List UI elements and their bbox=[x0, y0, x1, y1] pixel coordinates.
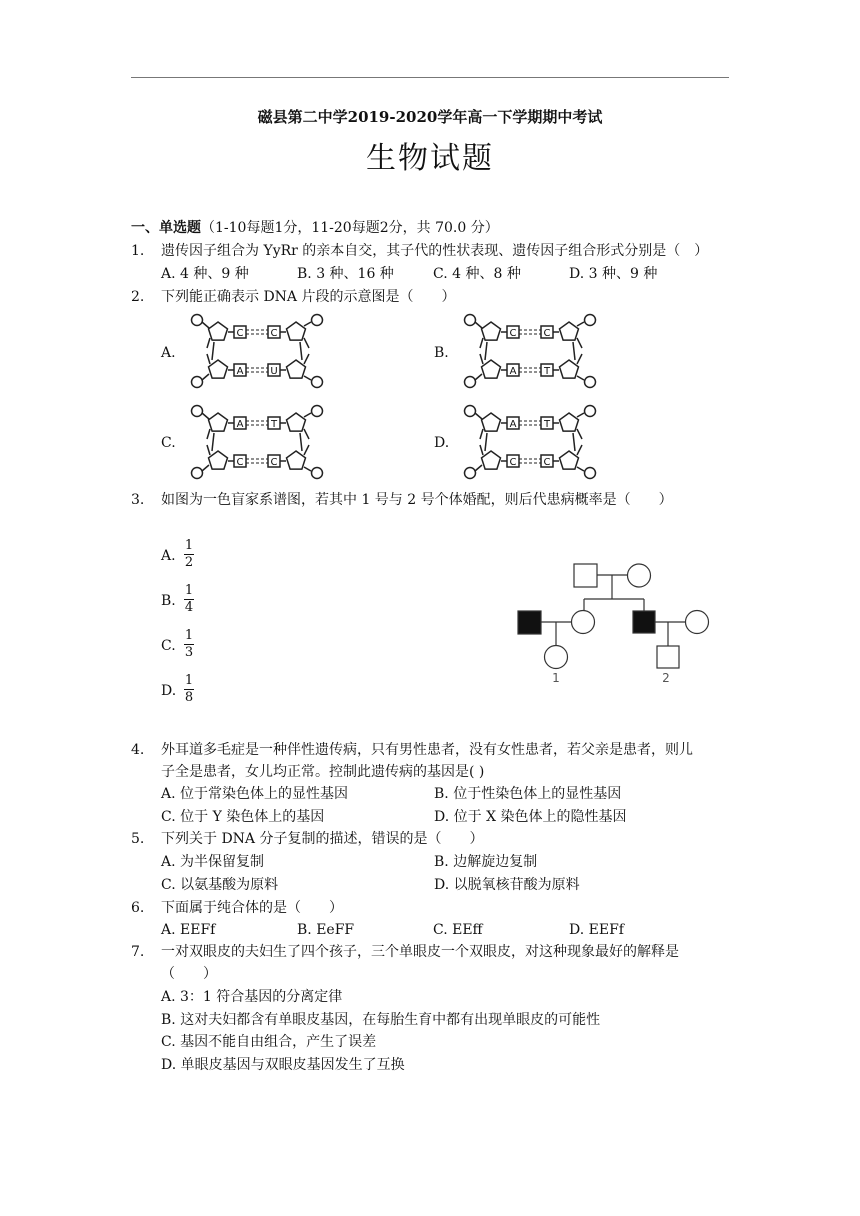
q6-option-a: A. EEFf bbox=[161, 922, 216, 938]
phosphate-circle bbox=[312, 315, 323, 326]
q6-option-b: B. EeFF bbox=[297, 922, 355, 938]
q3-number: 3. bbox=[131, 492, 145, 508]
section-note: （1-10每题1分，11-20每题2分，共 70.0 分） bbox=[201, 220, 499, 236]
q3-option-b-fraction bbox=[184, 584, 194, 615]
q4-option-c: C. 位于 Y 染色体上的基因 bbox=[161, 809, 325, 825]
denominator: 2 bbox=[184, 555, 194, 570]
backbone-line bbox=[573, 342, 575, 360]
bond-line bbox=[475, 322, 482, 328]
dna-diagram-c bbox=[185, 399, 330, 485]
q7-option-d: D. 单眼皮基因与双眼皮基因发生了互换 bbox=[161, 1057, 405, 1073]
bond-line bbox=[577, 413, 584, 417]
backbone-line bbox=[480, 338, 483, 348]
base-letter: C bbox=[509, 328, 517, 339]
backbone-line bbox=[207, 429, 210, 439]
q1-number: 1. bbox=[131, 243, 145, 259]
deoxyribose-pentagon bbox=[287, 360, 306, 378]
q4-stem: 外耳道多毛症是一种伴性遗传病，只有男性患者，没有女性患者，若父亲是患者，则儿 bbox=[161, 742, 693, 758]
normal-male-symbol bbox=[574, 564, 597, 587]
denominator: 3 bbox=[184, 645, 194, 660]
header-rule bbox=[131, 77, 729, 78]
q3-option-d-fraction bbox=[184, 674, 194, 705]
q1-option-a: A. 4 种、9 种 bbox=[161, 266, 249, 282]
numerator: 1 bbox=[184, 583, 194, 598]
denominator: 4 bbox=[184, 600, 194, 615]
denominator: 8 bbox=[184, 690, 194, 705]
q3-option-b-letter: B. bbox=[161, 593, 176, 609]
individual-2-male-symbol bbox=[657, 646, 679, 668]
q5-option-c: C. 以氨基酸为原料 bbox=[161, 877, 279, 893]
q4-option-b: B. 位于性染色体上的显性基因 bbox=[434, 786, 622, 802]
base-letter: C bbox=[236, 328, 244, 339]
backbone-line bbox=[577, 429, 582, 439]
q1-stem: 遗传因子组合为 YyRr 的亲本自交，其子代的性状表现、遗传因子组合形式分别是（ ） bbox=[161, 243, 709, 259]
q4-stem-continued: 子全是患者，女儿均正常。控制此遗传病的基因是( ) bbox=[161, 764, 485, 780]
q7-option-c: C. 基因不能自由组合，产生了误差 bbox=[161, 1034, 377, 1050]
deoxyribose-pentagon bbox=[560, 451, 579, 469]
base-letter: T bbox=[270, 419, 278, 430]
backbone-line bbox=[207, 354, 210, 364]
q3-option-c-letter: C. bbox=[161, 638, 176, 654]
backbone-line bbox=[304, 445, 309, 455]
phosphate-circle bbox=[465, 406, 476, 417]
deoxyribose-pentagon bbox=[287, 322, 306, 340]
deoxyribose-pentagon bbox=[209, 360, 228, 378]
deoxyribose-pentagon bbox=[482, 322, 501, 340]
base-letter: A bbox=[236, 419, 244, 430]
q3-option-d-letter: D. bbox=[161, 683, 177, 699]
base-letter: C bbox=[509, 457, 517, 468]
section-title: 一、单选题 bbox=[131, 220, 201, 236]
normal-female-symbol bbox=[572, 611, 595, 634]
deoxyribose-pentagon bbox=[287, 413, 306, 431]
q1-option-c: C. 4 种、8 种 bbox=[433, 266, 521, 282]
backbone-line bbox=[480, 429, 483, 439]
q4-option-d: D. 位于 X 染色体上的隐性基因 bbox=[434, 809, 627, 825]
backbone-line bbox=[485, 433, 487, 451]
q7-option-a: A. 3：1 符合基因的分离定律 bbox=[161, 989, 343, 1005]
q4-number: 4. bbox=[131, 742, 145, 758]
q2-option-b: B. bbox=[434, 345, 449, 361]
base-letter: T bbox=[543, 419, 551, 430]
phosphate-circle bbox=[312, 377, 323, 388]
phosphate-circle bbox=[312, 468, 323, 479]
affected-male-symbol bbox=[633, 611, 655, 633]
bond-line bbox=[304, 467, 311, 471]
backbone-line bbox=[573, 433, 575, 451]
phosphate-circle bbox=[465, 468, 476, 479]
pedigree-label-1: 1 bbox=[552, 671, 560, 685]
base-letter: C bbox=[236, 457, 244, 468]
school-title: 磁县第二中学2019-2020学年高一下学期期中考试 bbox=[257, 108, 603, 126]
backbone-line bbox=[485, 342, 487, 360]
deoxyribose-pentagon bbox=[560, 413, 579, 431]
base-letter: C bbox=[543, 457, 551, 468]
deoxyribose-pentagon bbox=[482, 451, 501, 469]
base-letter: C bbox=[543, 328, 551, 339]
bond-line bbox=[202, 465, 209, 471]
bond-line bbox=[202, 413, 209, 419]
q5-stem: 下列关于 DNA 分子复制的描述，错误的是（ ） bbox=[161, 831, 484, 847]
backbone-line bbox=[207, 338, 210, 348]
bond-line bbox=[475, 413, 482, 419]
backbone-line bbox=[300, 433, 302, 451]
backbone-line bbox=[480, 354, 483, 364]
numerator: 1 bbox=[184, 673, 194, 688]
bond-line bbox=[475, 465, 482, 471]
q3-option-c-fraction bbox=[184, 629, 194, 660]
q5-number: 5. bbox=[131, 831, 145, 847]
deoxyribose-pentagon bbox=[209, 451, 228, 469]
bond-line bbox=[577, 322, 584, 326]
q5-option-d: D. 以脱氧核苷酸为原料 bbox=[434, 877, 580, 893]
deoxyribose-pentagon bbox=[209, 413, 228, 431]
backbone-line bbox=[577, 445, 582, 455]
numerator: 1 bbox=[184, 538, 194, 553]
base-letter: A bbox=[509, 366, 517, 377]
deoxyribose-pentagon bbox=[482, 413, 501, 431]
phosphate-circle bbox=[465, 315, 476, 326]
q7-option-b: B. 这对夫妇都含有单眼皮基因，在每胎生育中都有出现单眼皮的可能性 bbox=[161, 1012, 601, 1028]
bond-line bbox=[202, 322, 209, 328]
backbone-line bbox=[212, 433, 214, 451]
deoxyribose-pentagon bbox=[287, 451, 306, 469]
bond-line bbox=[577, 376, 584, 380]
bond-line bbox=[202, 374, 209, 380]
bond-line bbox=[304, 376, 311, 380]
phosphate-circle bbox=[585, 315, 596, 326]
q2-stem: 下列能正确表示 DNA 片段的示意图是（ ） bbox=[161, 289, 456, 305]
backbone-line bbox=[300, 342, 302, 360]
bond-line bbox=[304, 413, 311, 417]
phosphate-circle bbox=[192, 315, 203, 326]
backbone-line bbox=[304, 338, 309, 348]
base-letter: U bbox=[270, 366, 278, 377]
phosphate-circle bbox=[192, 406, 203, 417]
base-letter: A bbox=[236, 366, 244, 377]
q6-option-c: C. EEff bbox=[433, 922, 483, 938]
dna-diagram-b bbox=[458, 308, 603, 394]
backbone-line bbox=[577, 354, 582, 364]
q7-number: 7. bbox=[131, 944, 145, 960]
phosphate-circle bbox=[312, 406, 323, 417]
deoxyribose-pentagon bbox=[560, 322, 579, 340]
bond-line bbox=[304, 322, 311, 326]
deoxyribose-pentagon bbox=[209, 322, 228, 340]
dna-diagram-d bbox=[458, 399, 603, 485]
deoxyribose-pentagon bbox=[482, 360, 501, 378]
backbone-line bbox=[212, 342, 214, 360]
q1-option-d: D. 3 种、9 种 bbox=[569, 266, 658, 282]
q1-option-b: B. 3 种、16 种 bbox=[297, 266, 394, 282]
affected-male-symbol bbox=[518, 611, 541, 634]
q3-option-a-fraction bbox=[184, 539, 194, 570]
q2-number: 2. bbox=[131, 289, 145, 305]
phosphate-circle bbox=[192, 468, 203, 479]
phosphate-circle bbox=[192, 377, 203, 388]
backbone-line bbox=[304, 429, 309, 439]
individual-1-female-symbol bbox=[545, 646, 568, 669]
base-letter: A bbox=[509, 419, 517, 430]
backbone-line bbox=[480, 445, 483, 455]
q3-option-a-letter: A. bbox=[161, 548, 176, 564]
base-letter: T bbox=[543, 366, 551, 377]
q5-option-b: B. 边解旋边复制 bbox=[434, 854, 538, 870]
q6-stem: 下面属于纯合体的是（ ） bbox=[161, 900, 343, 916]
normal-female-symbol bbox=[686, 611, 709, 634]
q7-stem: 一对双眼皮的夫妇生了四个孩子，三个单眼皮一个双眼皮，对这种现象最好的解释是 bbox=[161, 944, 679, 960]
deoxyribose-pentagon bbox=[560, 360, 579, 378]
base-letter: C bbox=[270, 328, 278, 339]
base-letter: C bbox=[270, 457, 278, 468]
q3-stem: 如图为一色盲家系谱图，若其中 1 号与 2 号个体婚配，则后代患病概率是（ ） bbox=[161, 492, 673, 508]
backbone-line bbox=[304, 354, 309, 364]
backbone-line bbox=[207, 445, 210, 455]
dna-diagram-a bbox=[185, 308, 330, 394]
q2-option-d: D. bbox=[434, 435, 450, 451]
q2-option-a: A. bbox=[161, 345, 176, 361]
q6-option-d: D. EEFf bbox=[569, 922, 624, 938]
bond-line bbox=[475, 374, 482, 380]
q4-option-a: A. 位于常染色体上的显性基因 bbox=[161, 786, 349, 802]
subject-title: 生物试题 bbox=[366, 141, 494, 176]
q7-stem-continued: （ ） bbox=[161, 966, 217, 982]
section-heading bbox=[131, 218, 499, 238]
q5-option-a: A. 为半保留复制 bbox=[161, 854, 265, 870]
numerator: 1 bbox=[184, 628, 194, 643]
normal-female-symbol bbox=[628, 564, 651, 587]
bond-line bbox=[577, 467, 584, 471]
phosphate-circle bbox=[585, 468, 596, 479]
q2-option-c: C. bbox=[161, 435, 176, 451]
q6-number: 6. bbox=[131, 900, 145, 916]
pedigree-label-2: 2 bbox=[662, 671, 670, 685]
pedigree-chart bbox=[500, 555, 730, 690]
phosphate-circle bbox=[585, 377, 596, 388]
phosphate-circle bbox=[585, 406, 596, 417]
backbone-line bbox=[577, 338, 582, 348]
phosphate-circle bbox=[465, 377, 476, 388]
